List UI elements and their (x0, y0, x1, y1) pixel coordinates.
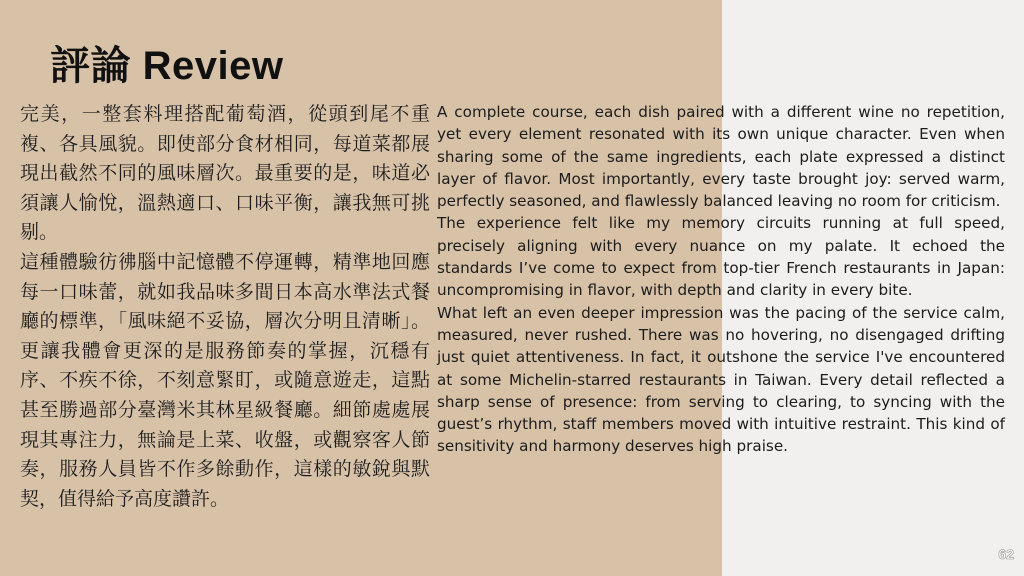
chinese-paragraph-1: 完美，一整套料理搭配葡萄酒，從頭到尾不重複、各具風貌。即使部分食材相同，每道菜都展現出截然不同的風味層次。最重要的是，味道必須讓人愉悅，溫熱適口、口味平衡，讓我無可挑剔。 (20, 103, 430, 244)
english-paragraph-1: A complete course, each dish paired with a different wine no repetition, yet every element resonated with its own unique character. Even when sharing some of the same ingredients, each plate expressed a distinct layer of flavor. Most importantly, every taste brought joy: served warm, perfectly seasoned, and flawlessly balanced leaving no room for criticism. (437, 103, 1005, 211)
page-title: 評論 Review (50, 44, 284, 88)
english-review-text (437, 101, 1005, 458)
page-number: 62 (998, 546, 1014, 562)
chinese-paragraph-2: 這種體驗彷彿腦中記憶體不停運轉，精準地回應每一口味蕾，就如我品味多間日本高水準法式餐廳的標準，「風味絕不妥協，層次分明且清晰」。更讓我體會更深的是服務節奏的掌握，沉穩有序、不疾不徐，不刻意緊盯，或隨意遊走，這點甚至勝過部分臺灣米其林星級餐廳。細節處處展現其專注力，無論是上菜、收盤，或觀察客人節奏，服務人員皆不作多餘動作，這樣的敏銳與默契，值得給予高度讚許。 (20, 250, 430, 510)
english-paragraph-2: The experience felt like my memory circuits running at full speed, precisely aligning with every nuance on my palate. It echoed the standards I’ve come to expect from top-tier French restaurants in Japan: uncompromising in flavor, with depth and clarity in every bite. (437, 214, 1005, 300)
chinese-review-text (20, 100, 430, 514)
english-paragraph-3: What left an even deeper impression was the pacing of the service calm, measured, never rushed. There was no hovering, no disengaged drifting just quiet attentiveness. In fact, it outshone the service I've encountered at some Michelin-starred restaurants in Taiwan. Every detail reflected a sharp sense of presence: from serving to clearing, to syncing with the guest’s rhythm, staff members moved with intuitive restraint. This kind of sensitivity and harmony deserves high praise. (437, 303, 1005, 456)
